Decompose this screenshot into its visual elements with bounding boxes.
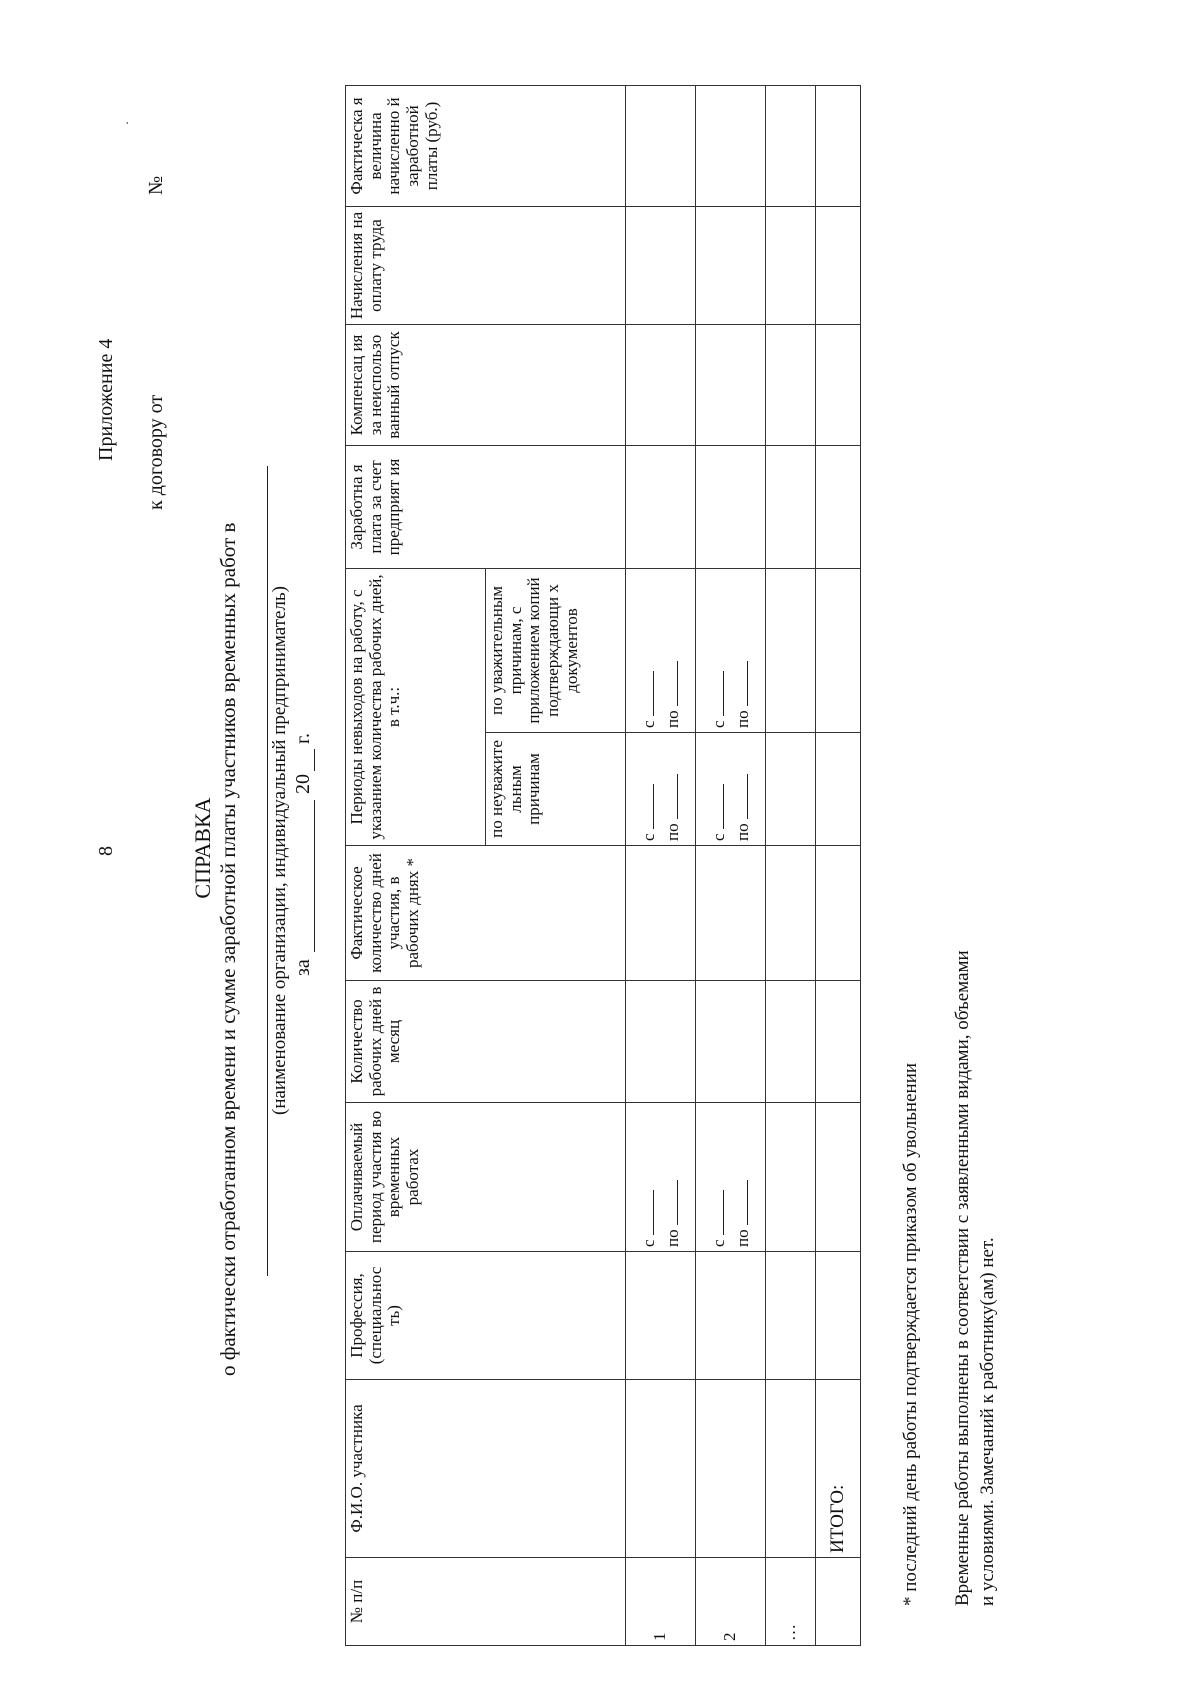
row-num: 2 (696, 1558, 766, 1646)
period-line (292, 733, 315, 976)
row-profession (626, 1252, 696, 1380)
row-actual-days (696, 846, 766, 981)
year-suffix: г. (292, 733, 314, 744)
row-actual-salary (696, 85, 766, 206)
date-to-label: по (732, 823, 752, 841)
doc-heading: СПРАВКА (190, 797, 215, 899)
row-paid-period (696, 1103, 766, 1252)
table-row (766, 85, 816, 1645)
row-fio (626, 1380, 696, 1558)
row-fio (696, 1380, 766, 1558)
contract-label (145, 175, 168, 510)
table-row (696, 85, 766, 1645)
contract-prefix: к договору от (145, 394, 167, 510)
header-vacation-comp: Компенсац ия за неиспользо ванный отпуск (346, 324, 626, 445)
date-from-label: с (708, 833, 728, 841)
row-work-days (696, 981, 766, 1103)
row-vacation-comp (696, 324, 766, 445)
row-absences-unexcused (626, 733, 696, 846)
date-to-label: по (662, 710, 682, 728)
header-enterprise-salary: Заработна я плата за счет предприят ия (346, 445, 626, 568)
row-actual-days (626, 846, 696, 981)
year-blank (314, 749, 315, 771)
date-to-label: по (662, 823, 682, 841)
row-wage-accruals (696, 206, 766, 324)
row-wage-accruals (626, 206, 696, 324)
date-from-label: с (638, 833, 658, 841)
row-num: … (766, 1558, 816, 1646)
header-profession: Профессия, (специальнос ть) (346, 1252, 626, 1380)
period-blank (314, 800, 315, 952)
row-absences-excused (626, 568, 696, 732)
closing-line-2: и условиями. Замечаний к работнику(ам) нет. (977, 1237, 998, 1606)
date-from-label: с (638, 720, 658, 728)
header-fio: Ф.И.О. участника (346, 1380, 626, 1558)
row-absences-excused (696, 568, 766, 732)
doc-subtitle: о фактически отработанном времени и сумме заработной платы участников временных работ в (216, 522, 240, 1376)
row-enterprise-salary (626, 445, 696, 568)
header-actual-days: Фактическое количество дней участия, в рабочих днях * (346, 846, 626, 981)
date-from-label: с (708, 1239, 728, 1247)
date-to-label: по (732, 1229, 752, 1247)
header-absences-excused: по уважительным причинам, с приложением копий подтверждающи х документов (486, 568, 626, 732)
row-enterprise-salary (696, 445, 766, 568)
row-work-days (626, 981, 696, 1103)
participants-table (345, 85, 861, 1646)
scan-dot: · (120, 121, 134, 125)
table-row (626, 85, 696, 1645)
total-label: ИТОГО: (816, 1380, 861, 1558)
row-num: 1 (626, 1558, 696, 1646)
period-prefix: за (292, 959, 314, 976)
row-profession (696, 1252, 766, 1380)
footnote: * последний день работы подтверждается приказом об увольнении (900, 1062, 921, 1606)
appendix-label: Приложение 4 (95, 338, 117, 461)
header-absences-unexcused: по неуважите льным причинам (486, 733, 626, 846)
header-work-days: Количество рабочих дней в месяц (346, 981, 626, 1103)
header-num: № п/п (346, 1558, 626, 1646)
org-name-line (267, 466, 268, 1276)
date-from-label: с (708, 720, 728, 728)
header-actual-salary: Фактическа я величина начисленно й заработной платы (руб.) (346, 85, 626, 206)
row-absences-unexcused (696, 733, 766, 846)
closing-line-1: Временные работы выполнены в соответствии с заявленными видами, объемами (952, 950, 973, 1606)
page-number: 8 (95, 846, 117, 856)
date-to-label: по (732, 710, 752, 728)
row-actual-salary (626, 85, 696, 206)
date-from-label: с (638, 1239, 658, 1247)
total-row (816, 85, 861, 1645)
header-absences: Периоды невыходов на работу, с указанием количества рабочих дней, в т.ч.: (346, 568, 486, 845)
header-paid-period: Оплачиваемый период участия во временных работах (346, 1103, 626, 1252)
row-vacation-comp (626, 324, 696, 445)
number-sign: № (145, 175, 167, 195)
date-to-label: по (662, 1229, 682, 1247)
org-caption: (наименование организации, индивидуальный предприниматель) (269, 586, 290, 1115)
year-prefix: 20 (292, 774, 314, 794)
row-paid-period (626, 1103, 696, 1252)
header-wage-accruals: Начисления на оплату труда (346, 206, 626, 324)
